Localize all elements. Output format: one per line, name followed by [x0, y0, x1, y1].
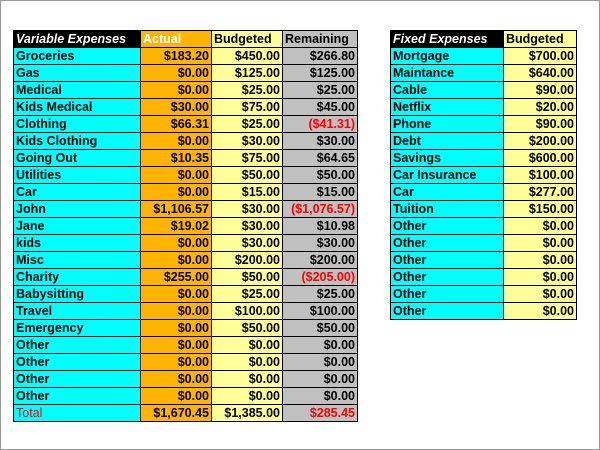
budgeted-cell[interactable]: $100.00: [212, 303, 283, 320]
expense-name-cell[interactable]: Groceries: [14, 48, 141, 65]
budgeted-cell[interactable]: $0.00: [212, 337, 283, 354]
actual-cell[interactable]: $183.20: [141, 48, 212, 65]
table-row: [391, 150, 577, 167]
fixed-expense-name-cell[interactable]: Maintance: [391, 65, 504, 82]
expense-name-cell[interactable]: Kids Clothing: [14, 133, 141, 150]
actual-cell[interactable]: $0.00: [141, 303, 212, 320]
variable-header-row: [14, 31, 358, 48]
remaining-cell[interactable]: $125.00: [283, 65, 358, 82]
fixed-budgeted-cell[interactable]: $0.00: [504, 286, 577, 303]
expense-name-cell[interactable]: Misc: [14, 252, 141, 269]
remaining-cell[interactable]: $50.00: [283, 320, 358, 337]
table-row: [391, 235, 577, 252]
table-row: [391, 48, 577, 65]
table-row: [14, 252, 358, 269]
actual-cell[interactable]: $0.00: [141, 65, 212, 82]
budgeted-cell[interactable]: $30.00: [212, 218, 283, 235]
table-row: [391, 286, 577, 303]
table-row: [391, 82, 577, 99]
fixed-expense-name-cell[interactable]: Car Insurance: [391, 167, 504, 184]
remaining-cell[interactable]: $30.00: [283, 235, 358, 252]
fixed-budgeted-cell[interactable]: $640.00: [504, 65, 577, 82]
actual-cell[interactable]: $0.00: [141, 133, 212, 150]
table-row: [14, 269, 358, 286]
expense-name-cell[interactable]: Other: [14, 371, 141, 388]
expense-name-cell[interactable]: Charity: [14, 269, 141, 286]
remaining-cell[interactable]: $0.00: [283, 354, 358, 371]
actual-cell[interactable]: $0.00: [141, 252, 212, 269]
remaining-cell[interactable]: ($205.00): [283, 269, 358, 286]
fixed-expense-name-cell[interactable]: Other: [391, 269, 504, 286]
remaining-cell[interactable]: $25.00: [283, 82, 358, 99]
budgeted-cell[interactable]: $75.00: [212, 150, 283, 167]
table-row: [14, 99, 358, 116]
table-row: [391, 201, 577, 218]
table-row: [391, 167, 577, 184]
budgeted-cell[interactable]: $25.00: [212, 286, 283, 303]
table-row: [14, 218, 358, 235]
table-row: [14, 184, 358, 201]
fixed-expense-name-cell[interactable]: Other: [391, 303, 504, 320]
expense-name-cell[interactable]: Gas: [14, 65, 141, 82]
expense-name-cell[interactable]: Other: [14, 388, 141, 405]
fixed-budgeted-cell[interactable]: $0.00: [504, 235, 577, 252]
table-row: [14, 150, 358, 167]
remaining-cell[interactable]: ($41.31): [283, 116, 358, 133]
expense-name-cell[interactable]: Utilities: [14, 167, 141, 184]
remaining-cell[interactable]: $25.00: [283, 286, 358, 303]
remaining-cell[interactable]: $0.00: [283, 371, 358, 388]
table-row: [14, 133, 358, 150]
budgeted-cell[interactable]: $30.00: [212, 235, 283, 252]
expense-name-cell[interactable]: Medical: [14, 82, 141, 99]
fixed-budgeted-cell[interactable]: $200.00: [504, 133, 577, 150]
actual-cell[interactable]: $30.00: [141, 99, 212, 116]
budgeted-cell[interactable]: $50.00: [212, 320, 283, 337]
total-label[interactable]: Total: [14, 405, 141, 422]
fixed-expense-name-cell[interactable]: Mortgage: [391, 48, 504, 65]
actual-cell[interactable]: $0.00: [141, 371, 212, 388]
budgeted-cell[interactable]: $0.00: [212, 371, 283, 388]
fixed-expense-name-cell[interactable]: Other: [391, 286, 504, 303]
budgeted-cell[interactable]: $15.00: [212, 184, 283, 201]
table-row: [14, 337, 358, 354]
actual-cell[interactable]: $0.00: [141, 320, 212, 337]
actual-cell[interactable]: $1,106.57: [141, 201, 212, 218]
table-row: [391, 303, 577, 320]
budgeted-cell[interactable]: $50.00: [212, 167, 283, 184]
actual-cell[interactable]: $19.02: [141, 218, 212, 235]
remaining-cell[interactable]: $30.00: [283, 133, 358, 150]
remaining-cell[interactable]: ($1,076.57): [283, 201, 358, 218]
table-row: [14, 116, 358, 133]
variable-total-row: [14, 405, 358, 422]
expense-name-cell[interactable]: Clothing: [14, 116, 141, 133]
fixed-budgeted-cell[interactable]: $20.00: [504, 99, 577, 116]
remaining-cell[interactable]: $100.00: [283, 303, 358, 320]
variable-expenses-body: [14, 48, 358, 405]
fixed-budgeted-cell[interactable]: $0.00: [504, 303, 577, 320]
table-row: [14, 235, 358, 252]
actual-cell[interactable]: $0.00: [141, 82, 212, 99]
fixed-expenses-body: [391, 48, 577, 320]
header-budgeted[interactable]: Budgeted: [212, 31, 283, 48]
table-row: [14, 167, 358, 184]
table-row: [391, 269, 577, 286]
table-row: [391, 65, 577, 82]
fixed-budgeted-cell[interactable]: $0.00: [504, 218, 577, 235]
table-row: [14, 48, 358, 65]
budgeted-cell[interactable]: $25.00: [212, 116, 283, 133]
table-row: [14, 303, 358, 320]
budgeted-cell[interactable]: $0.00: [212, 354, 283, 371]
expense-name-cell[interactable]: Jane: [14, 218, 141, 235]
remaining-cell[interactable]: $0.00: [283, 388, 358, 405]
header-remaining[interactable]: Remaining: [283, 31, 358, 48]
table-row: [391, 99, 577, 116]
budgeted-cell[interactable]: $450.00: [212, 48, 283, 65]
table-row: [14, 201, 358, 218]
remaining-cell[interactable]: $15.00: [283, 184, 358, 201]
table-row: [14, 65, 358, 82]
fixed-budgeted-cell[interactable]: $100.00: [504, 167, 577, 184]
table-row: [14, 320, 358, 337]
fixed-expense-name-cell[interactable]: Other: [391, 218, 504, 235]
fixed-budgeted-cell[interactable]: $90.00: [504, 116, 577, 133]
fixed-expense-name-cell[interactable]: Tuition: [391, 201, 504, 218]
table-row: [14, 388, 358, 405]
table-row: [14, 354, 358, 371]
expense-name-cell[interactable]: Travel: [14, 303, 141, 320]
budgeted-cell[interactable]: $75.00: [212, 99, 283, 116]
table-row: [14, 286, 358, 303]
expense-name-cell[interactable]: Kids Medical: [14, 99, 141, 116]
table-row: [391, 116, 577, 133]
table-row: [14, 82, 358, 99]
remaining-cell[interactable]: $200.00: [283, 252, 358, 269]
fixed-budgeted-cell[interactable]: $90.00: [504, 82, 577, 99]
actual-cell[interactable]: $0.00: [141, 167, 212, 184]
fixed-expense-name-cell[interactable]: Cable: [391, 82, 504, 99]
expense-name-cell[interactable]: Going Out: [14, 150, 141, 167]
expense-name-cell[interactable]: Babysitting: [14, 286, 141, 303]
actual-cell[interactable]: $66.31: [141, 116, 212, 133]
fixed-expense-name-cell[interactable]: Netflix: [391, 99, 504, 116]
remaining-cell[interactable]: $0.00: [283, 337, 358, 354]
remaining-cell[interactable]: $10.98: [283, 218, 358, 235]
budgeted-cell[interactable]: $25.00: [212, 82, 283, 99]
actual-cell[interactable]: $0.00: [141, 286, 212, 303]
actual-cell[interactable]: $0.00: [141, 184, 212, 201]
table-row: [391, 184, 577, 201]
remaining-cell[interactable]: $64.65: [283, 150, 358, 167]
expense-name-cell[interactable]: Other: [14, 337, 141, 354]
expense-name-cell[interactable]: John: [14, 201, 141, 218]
fixed-expense-name-cell[interactable]: Car: [391, 184, 504, 201]
table-row: [391, 218, 577, 235]
actual-cell[interactable]: $255.00: [141, 269, 212, 286]
expense-name-cell[interactable]: Car: [14, 184, 141, 201]
expense-name-cell[interactable]: Other: [14, 354, 141, 371]
fixed-budgeted-cell[interactable]: $150.00: [504, 201, 577, 218]
fixed-expense-name-cell[interactable]: Other: [391, 252, 504, 269]
actual-cell[interactable]: $0.00: [141, 388, 212, 405]
fixed-budgeted-cell[interactable]: $0.00: [504, 269, 577, 286]
expense-name-cell[interactable]: kids: [14, 235, 141, 252]
actual-cell[interactable]: $0.00: [141, 337, 212, 354]
fixed-expense-name-cell[interactable]: Debt: [391, 133, 504, 150]
budgeted-cell[interactable]: $30.00: [212, 201, 283, 218]
budgeted-cell[interactable]: $125.00: [212, 65, 283, 82]
fixed-header-row: [391, 31, 577, 48]
actual-cell[interactable]: $0.00: [141, 235, 212, 252]
budgeted-cell[interactable]: $50.00: [212, 269, 283, 286]
actual-cell[interactable]: $0.00: [141, 354, 212, 371]
table-row: [391, 133, 577, 150]
remaining-cell[interactable]: $50.00: [283, 167, 358, 184]
fixed-budgeted-cell[interactable]: $700.00: [504, 48, 577, 65]
header-actual[interactable]: Actual: [141, 31, 212, 48]
expense-name-cell[interactable]: Emergency: [14, 320, 141, 337]
total-actual[interactable]: $1,670.45: [141, 405, 212, 422]
fixed-budgeted-cell[interactable]: $277.00: [504, 184, 577, 201]
fixed-expenses-table: [390, 30, 577, 320]
variable-expenses-table: [13, 30, 358, 422]
fixed-budgeted-cell[interactable]: $600.00: [504, 150, 577, 167]
header-fixed-expenses[interactable]: Fixed Expenses: [391, 31, 504, 48]
remaining-cell[interactable]: $266.80: [283, 48, 358, 65]
fixed-expense-name-cell[interactable]: Other: [391, 235, 504, 252]
fixed-budgeted-cell[interactable]: $0.00: [504, 252, 577, 269]
total-remaining[interactable]: $285.45: [283, 405, 358, 422]
remaining-cell[interactable]: $45.00: [283, 99, 358, 116]
fixed-expense-name-cell[interactable]: Phone: [391, 116, 504, 133]
budgeted-cell[interactable]: $30.00: [212, 133, 283, 150]
budgeted-cell[interactable]: $0.00: [212, 388, 283, 405]
header-fixed-budgeted[interactable]: Budgeted: [504, 31, 577, 48]
table-row: [14, 371, 358, 388]
budgeted-cell[interactable]: $200.00: [212, 252, 283, 269]
total-budgeted[interactable]: $1,385.00: [212, 405, 283, 422]
actual-cell[interactable]: $10.35: [141, 150, 212, 167]
header-variable-expenses[interactable]: Variable Expenses: [14, 31, 141, 48]
table-row: [391, 252, 577, 269]
fixed-expense-name-cell[interactable]: Savings: [391, 150, 504, 167]
